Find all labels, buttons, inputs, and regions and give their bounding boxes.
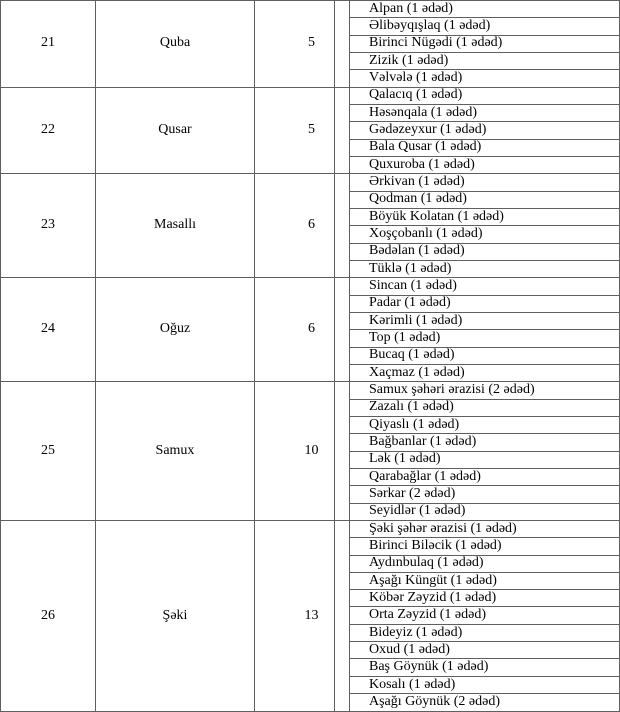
district-name-cell: Masallı xyxy=(96,174,255,278)
village-name-cell: Birinci Biləcik (1 ədəd) xyxy=(350,538,620,555)
village-name-cell: Qodman (1 ədəd) xyxy=(350,191,620,208)
row-number-cell: 22 xyxy=(1,87,96,174)
table-body xyxy=(1,1,620,712)
village-row xyxy=(1,1,620,18)
village-name-cell: Top (1 ədəd) xyxy=(350,330,620,347)
village-count-cell: 13 xyxy=(255,520,335,711)
village-name-cell: Bədəlan (1 ədəd) xyxy=(350,243,620,260)
village-count-cell: 10 xyxy=(255,382,335,521)
village-row xyxy=(1,174,620,191)
village-name-cell: Sincan (1 ədəd) xyxy=(350,278,620,295)
village-name-cell: Gədəzeyxur (1 ədəd) xyxy=(350,122,620,139)
village-name-cell: Bala Qusar (1 ədəd) xyxy=(350,139,620,156)
spacer-cell xyxy=(335,174,350,278)
village-name-cell: Qarabağlar (1 ədəd) xyxy=(350,468,620,485)
village-name-cell: Həsənqala (1 ədəd) xyxy=(350,104,620,121)
village-name-cell: Zizik (1 ədəd) xyxy=(350,52,620,69)
village-name-cell: Aşağı Küngüt (1 ədəd) xyxy=(350,572,620,589)
district-name-cell: Qusar xyxy=(96,87,255,174)
row-number-cell: 21 xyxy=(1,1,96,88)
district-name-cell: Şəki xyxy=(96,520,255,711)
village-name-cell: Birinci Nügədi (1 ədəd) xyxy=(350,35,620,52)
village-row xyxy=(1,278,620,295)
village-name-cell: Vəlvələ (1 ədəd) xyxy=(350,70,620,87)
village-name-cell: Oxud (1 ədəd) xyxy=(350,642,620,659)
village-name-cell: Qiyaslı (1 ədəd) xyxy=(350,416,620,433)
village-count-cell: 5 xyxy=(255,1,335,88)
spacer-cell xyxy=(335,1,350,88)
village-row xyxy=(1,87,620,104)
village-name-cell: Orta Zəyzid (1 ədəd) xyxy=(350,607,620,624)
village-name-cell: Zazalı (1 ədəd) xyxy=(350,399,620,416)
village-name-cell: Aşağı Göynük (2 ədəd) xyxy=(350,694,620,712)
village-name-cell: Samux şəhəri ərazisi (2 ədəd) xyxy=(350,382,620,399)
village-row xyxy=(1,382,620,399)
row-number-cell: 25 xyxy=(1,382,96,521)
village-name-cell: Kosalı (1 ədəd) xyxy=(350,676,620,693)
village-name-cell: Xoşçobanlı (1 ədəd) xyxy=(350,226,620,243)
village-name-cell: Baş Göynük (1 ədəd) xyxy=(350,659,620,676)
village-name-cell: Seyidlər (1 ədəd) xyxy=(350,503,620,520)
village-name-cell: Aydınbulaq (1 ədəd) xyxy=(350,555,620,572)
village-name-cell: Böyük Kolatan (1 ədəd) xyxy=(350,208,620,225)
spacer-cell xyxy=(335,382,350,521)
village-name-cell: Bağbanlar (1 ədəd) xyxy=(350,434,620,451)
village-name-cell: Tüklə (1 ədəd) xyxy=(350,260,620,277)
village-name-cell: Kərimli (1 ədəd) xyxy=(350,312,620,329)
row-number-cell: 24 xyxy=(1,278,96,382)
village-name-cell: Qalacıq (1 ədəd) xyxy=(350,87,620,104)
district-name-cell: Quba xyxy=(96,1,255,88)
village-name-cell: Köbər Zəyzid (1 ədəd) xyxy=(350,590,620,607)
village-name-cell: Lək (1 ədəd) xyxy=(350,451,620,468)
village-name-cell: Padar (1 ədəd) xyxy=(350,295,620,312)
village-count-cell: 5 xyxy=(255,87,335,174)
village-name-cell: Əlibəyqışlaq (1 ədəd) xyxy=(350,18,620,35)
village-name-cell: Xaçmaz (1 ədəd) xyxy=(350,364,620,381)
village-count-cell: 6 xyxy=(255,174,335,278)
village-name-cell: Bucaq (1 ədəd) xyxy=(350,347,620,364)
district-name-cell: Samux xyxy=(96,382,255,521)
village-name-cell: Ərkivan (1 ədəd) xyxy=(350,174,620,191)
spacer-cell xyxy=(335,520,350,711)
village-name-cell: Sərkar (2 ədəd) xyxy=(350,486,620,503)
village-name-cell: Şəki şəhər ərazisi (1 ədəd) xyxy=(350,520,620,537)
district-name-cell: Oğuz xyxy=(96,278,255,382)
row-number-cell: 23 xyxy=(1,174,96,278)
village-name-cell: Quxuroba (1 ədəd) xyxy=(350,156,620,173)
village-name-cell: Bideyiz (1 ədəd) xyxy=(350,624,620,641)
village-count-cell: 6 xyxy=(255,278,335,382)
spacer-cell xyxy=(335,278,350,382)
spacer-cell xyxy=(335,87,350,174)
village-row xyxy=(1,520,620,537)
row-number-cell: 26 xyxy=(1,520,96,711)
village-name-cell: Alpan (1 ədəd) xyxy=(350,1,620,18)
